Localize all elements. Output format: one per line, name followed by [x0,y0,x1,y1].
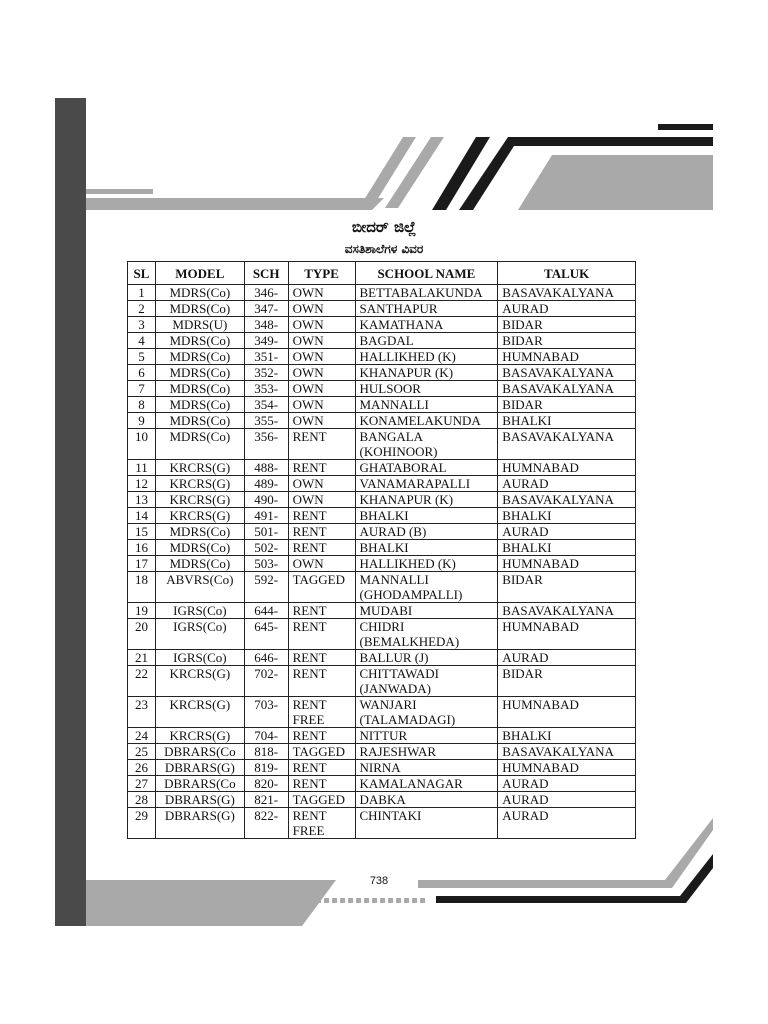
cell-sl: 15 [128,524,156,540]
cell-sl: 21 [128,650,156,666]
cell-taluk: BASAVAKALYANA [498,285,636,301]
cell-school-name: BETTABALAKUNDA [355,285,498,301]
cell-school-name: CHIDRI (BEMALKHEDA) [355,619,498,650]
table-row [128,650,636,666]
cell-sl: 3 [128,317,156,333]
cell-sch: 501- [244,524,288,540]
cell-type: OWN [288,556,355,572]
table-row [128,413,636,429]
table-row [128,317,636,333]
cell-sch: 488- [244,460,288,476]
cell-taluk: BASAVAKALYANA [498,381,636,397]
cell-sl: 10 [128,429,156,460]
cell-school-name: WANJARI (TALAMADAGI) [355,697,498,728]
table-row [128,476,636,492]
cell-type: RENT [288,460,355,476]
cell-taluk: HUMNABAD [498,556,636,572]
cell-sl: 28 [128,792,156,808]
cell-school-name: MANNALLI [355,397,498,413]
cell-type: RENT [288,429,355,460]
cell-taluk: BHALKI [498,728,636,744]
cell-taluk: BIDAR [498,333,636,349]
table-row [128,776,636,792]
cell-model: KRCRS(G) [155,460,244,476]
cell-sl: 12 [128,476,156,492]
cell-sch: 351- [244,349,288,365]
cell-taluk: HUMNABAD [498,619,636,650]
cell-taluk: AURAD [498,808,636,839]
cell-type: TAGGED [288,792,355,808]
cell-type: RENT FREE [288,697,355,728]
cell-model: MDRS(Co) [155,397,244,413]
cell-school-name: HULSOOR [355,381,498,397]
cell-type: RENT [288,666,355,697]
cell-school-name: BANGALA (KOHINOOR) [355,429,498,460]
cell-school-name: NIRNA [355,760,498,776]
cell-sl: 11 [128,460,156,476]
cell-model: KRCRS(G) [155,492,244,508]
cell-type: OWN [288,492,355,508]
cell-type: OWN [288,476,355,492]
cell-model: DBRARS(G) [155,792,244,808]
cell-taluk: AURAD [498,776,636,792]
cell-sch: 489- [244,476,288,492]
cell-sch: 502- [244,540,288,556]
cell-type: RENT [288,508,355,524]
cell-sch: 347- [244,301,288,317]
cell-type: OWN [288,285,355,301]
cell-model: DBRARS(Co [155,776,244,792]
table-row [128,285,636,301]
header-model: MODEL [155,262,244,285]
cell-taluk: BIDAR [498,317,636,333]
cell-taluk: AURAD [498,301,636,317]
cell-sch: 503- [244,556,288,572]
cell-taluk: BHALKI [498,508,636,524]
cell-model: DBRARS(Co [155,744,244,760]
table-row [128,744,636,760]
header-taluk: TALUK [498,262,636,285]
table-row [128,460,636,476]
cell-sl: 4 [128,333,156,349]
cell-model: MDRS(Co) [155,285,244,301]
cell-sl: 7 [128,381,156,397]
cell-taluk: AURAD [498,650,636,666]
table-row [128,508,636,524]
cell-sl: 16 [128,540,156,556]
cell-sch: 491- [244,508,288,524]
cell-model: MDRS(Co) [155,540,244,556]
cell-model: KRCRS(G) [155,508,244,524]
header-type: TYPE [288,262,355,285]
cell-sch: 356- [244,429,288,460]
cell-sl: 22 [128,666,156,697]
cell-school-name: KHANAPUR (K) [355,492,498,508]
table-row [128,556,636,572]
cell-model: ABVRS(Co) [155,572,244,603]
cell-sch: 644- [244,603,288,619]
cell-taluk: AURAD [498,476,636,492]
cell-type: RENT [288,776,355,792]
table-header-row [128,262,636,285]
table-row [128,619,636,650]
cell-sl: 8 [128,397,156,413]
table-row [128,808,636,839]
cell-sch: 592- [244,572,288,603]
cell-school-name: CHINTAKI [355,808,498,839]
header-sch: SCH [244,262,288,285]
table-body [128,285,636,839]
cell-sl: 19 [128,603,156,619]
cell-type: RENT [288,650,355,666]
table-row [128,524,636,540]
cell-sch: 646- [244,650,288,666]
table-row [128,397,636,413]
cell-model: KRCRS(G) [155,697,244,728]
cell-type: RENT [288,603,355,619]
cell-sch: 348- [244,317,288,333]
cell-school-name: BALLUR (J) [355,650,498,666]
cell-sl: 27 [128,776,156,792]
cell-taluk: HUMNABAD [498,460,636,476]
cell-taluk: BASAVAKALYANA [498,744,636,760]
cell-type: OWN [288,365,355,381]
cell-type: TAGGED [288,744,355,760]
cell-taluk: HUMNABAD [498,349,636,365]
header-sl: SL [128,262,156,285]
cell-sch: 702- [244,666,288,697]
cell-model: IGRS(Co) [155,619,244,650]
cell-school-name: KAMALANAGAR [355,776,498,792]
table-row [128,792,636,808]
cell-sl: 29 [128,808,156,839]
residential-schools-table [127,261,636,839]
cell-model: MDRS(Co) [155,413,244,429]
table-row [128,365,636,381]
cell-sl: 26 [128,760,156,776]
cell-taluk: BASAVAKALYANA [498,492,636,508]
cell-type: OWN [288,333,355,349]
table-row [128,349,636,365]
cell-model: KRCRS(G) [155,476,244,492]
table-row [128,492,636,508]
cell-school-name: KONAMELAKUNDA [355,413,498,429]
cell-sch: 645- [244,619,288,650]
cell-school-name: BHALKI [355,540,498,556]
cell-school-name: HALLIKHED (K) [355,349,498,365]
table-row [128,760,636,776]
cell-model: MDRS(Co) [155,381,244,397]
cell-school-name: VANAMARAPALLI [355,476,498,492]
cell-model: IGRS(Co) [155,603,244,619]
cell-type: OWN [288,317,355,333]
cell-type: TAGGED [288,572,355,603]
cell-sl: 2 [128,301,156,317]
cell-taluk: AURAD [498,792,636,808]
cell-type: RENT [288,524,355,540]
cell-model: IGRS(Co) [155,650,244,666]
cell-taluk: BHALKI [498,413,636,429]
table-row [128,301,636,317]
table-row [128,728,636,744]
table-row [128,697,636,728]
cell-type: OWN [288,381,355,397]
cell-taluk: AURAD [498,524,636,540]
cell-type: RENT [288,728,355,744]
cell-model: DBRARS(G) [155,808,244,839]
table-row [128,572,636,603]
cell-model: MDRS(Co) [155,429,244,460]
cell-school-name: NITTUR [355,728,498,744]
cell-taluk: BHALKI [498,540,636,556]
cell-type: RENT FREE [288,808,355,839]
cell-taluk: HUMNABAD [498,760,636,776]
cell-school-name: BAGDAL [355,333,498,349]
cell-model: MDRS(Co) [155,349,244,365]
cell-sl: 1 [128,285,156,301]
cell-sch: 349- [244,333,288,349]
cell-sch: 704- [244,728,288,744]
cell-sl: 25 [128,744,156,760]
cell-model: MDRS(Co) [155,556,244,572]
cell-taluk: HUMNABAD [498,697,636,728]
cell-school-name: MUDABI [355,603,498,619]
cell-school-name: RAJESHWAR [355,744,498,760]
cell-school-name: KHANAPUR (K) [355,365,498,381]
cell-taluk: BIDAR [498,572,636,603]
cell-sl: 23 [128,697,156,728]
page-number: 738 [369,875,389,887]
cell-sch: 352- [244,365,288,381]
cell-model: MDRS(Co) [155,524,244,540]
cell-sch: 703- [244,697,288,728]
cell-sl: 13 [128,492,156,508]
cell-model: MDRS(U) [155,317,244,333]
cell-sl: 6 [128,365,156,381]
cell-sch: 346- [244,285,288,301]
cell-school-name: BHALKI [355,508,498,524]
cell-sch: 490- [244,492,288,508]
cell-type: OWN [288,413,355,429]
cell-sch: 818- [244,744,288,760]
cell-sch: 355- [244,413,288,429]
cell-school-name: CHITTAWADI (JANWADA) [355,666,498,697]
cell-model: MDRS(Co) [155,301,244,317]
cell-type: OWN [288,301,355,317]
cell-type: RENT [288,760,355,776]
cell-sl: 9 [128,413,156,429]
cell-sl: 17 [128,556,156,572]
cell-sl: 5 [128,349,156,365]
cell-sch: 819- [244,760,288,776]
cell-sch: 353- [244,381,288,397]
cell-school-name: AURAD (B) [355,524,498,540]
cell-sl: 24 [128,728,156,744]
cell-sch: 820- [244,776,288,792]
cell-sl: 20 [128,619,156,650]
cell-type: OWN [288,397,355,413]
table-row [128,603,636,619]
cell-school-name: MANNALLI (GHODAMPALLI) [355,572,498,603]
cell-taluk: BIDAR [498,397,636,413]
cell-sch: 354- [244,397,288,413]
cell-school-name: DABKA [355,792,498,808]
table-row [128,381,636,397]
cell-type: OWN [288,349,355,365]
cell-school-name: KAMATHANA [355,317,498,333]
cell-taluk: BASAVAKALYANA [498,429,636,460]
cell-model: KRCRS(G) [155,728,244,744]
district-heading: ಬೀದರ್ ಜಿಲ್ಲೆ [351,218,417,236]
cell-school-name: HALLIKHED (K) [355,556,498,572]
cell-taluk: BASAVAKALYANA [498,365,636,381]
cell-taluk: BASAVAKALYANA [498,603,636,619]
cell-model: DBRARS(G) [155,760,244,776]
cell-model: MDRS(Co) [155,365,244,381]
cell-model: MDRS(Co) [155,333,244,349]
cell-sch: 822- [244,808,288,839]
table-row [128,333,636,349]
subtitle-heading: ವಸತಿಶಾಲೆಗಳ ವಿವರ [344,242,424,256]
cell-school-name: SANTHAPUR [355,301,498,317]
table-row [128,666,636,697]
cell-type: RENT [288,540,355,556]
header-school-name: SCHOOL NAME [355,262,498,285]
table-row [128,540,636,556]
cell-taluk: BIDAR [498,666,636,697]
cell-type: RENT [288,619,355,650]
cell-sch: 821- [244,792,288,808]
cell-sl: 18 [128,572,156,603]
table-row [128,429,636,460]
cell-school-name: GHATABORAL [355,460,498,476]
cell-model: KRCRS(G) [155,666,244,697]
cell-sl: 14 [128,508,156,524]
